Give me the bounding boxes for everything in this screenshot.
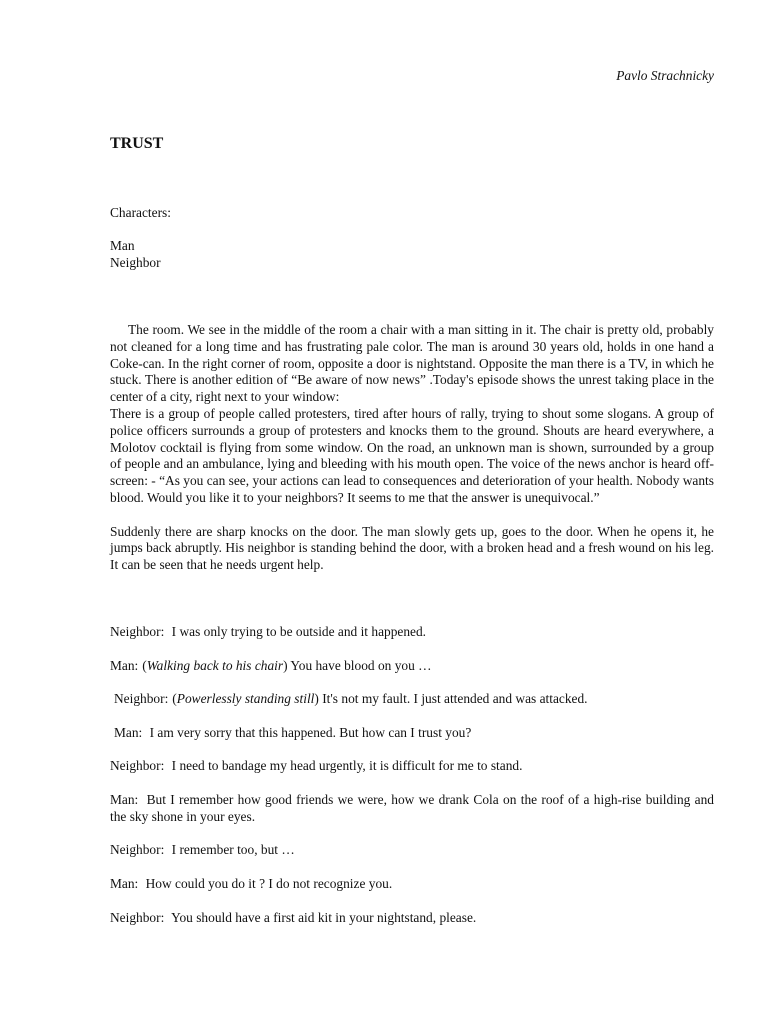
line-text: You have blood on you … [290,657,432,673]
line-text: It's not my fault. I just attended and was attacked. [322,691,588,707]
speaker: Neighbor: [110,842,165,858]
speaker: Man: [110,791,139,807]
character-neighbor: Neighbor [110,254,161,270]
dialogue-line [110,876,714,893]
scene-paragraph-3: Suddenly there are sharp knocks on the door. The man slowly gets up, goes to the door. When he opens it, he jumps back abruptly. His neighbor is standing behind the door, with a broken head and a fresh wound on his leg. It can be seen that he needs urgent help. [110,523,714,573]
character-man: Man [110,238,135,253]
line-text: But I remember how good friends we were, how we drank Cola on the roof of a high-rise building and the sky shone in your eyes. [110,791,714,824]
scene-paragraph-1: The room. We see in the middle of the room a chair with a man sitting in it. The chair is pretty old, probably not cleaned for a long time and has frustrating pale color. The man is around 30 years old, holds in one hand a Coke-can. In the right corner of room, opposite a door is nightstand. Opposite the man there is a TV, in which he stuck. There is another edition of “Be aware of now news” .Today's episode shows the unrest taking place in the center of a city, right next to your window: [110,322,714,405]
scene-description [110,322,714,574]
characters-heading: Characters: [110,205,171,220]
dialogue-line [110,758,714,775]
line-text: I was only trying to be outside and it happened. [171,624,427,639]
line-text: I remember too, but … [171,842,295,858]
line-text: You should have a first aid kit in your nightstand, please. [171,909,477,925]
line-text: I am very sorry that this happened. But how can I trust you? [149,724,472,740]
character-list [110,238,161,272]
author-name: Pavlo Strachnicky [616,68,714,83]
stage-direction: Powerlessly standing still [176,691,315,707]
dialogue-line [110,842,714,859]
speaker: Neighbor: [110,758,165,774]
dialogue-line: Neighbor: (Powerlessly standing still) It's not my fault. I just attended and was attacked. [114,691,588,707]
stage-direction: Walking back to his chair [146,657,284,673]
speaker: Neighbor: [110,624,165,639]
speaker: Neighbor: [110,909,165,925]
dialogue-line [110,725,714,742]
speaker: Neighbor: [114,691,169,707]
speaker: Man: [114,724,143,740]
speaker: Man: [110,657,139,673]
dialogue-line [110,624,714,641]
play-title: TRUST [110,135,164,152]
dialogue-line [110,910,714,927]
line-text: How could you do it ? I do not recognize you. [145,875,393,891]
dialogue-line [110,792,714,826]
line-text: I need to bandage my head urgently, it is difficult for me to stand. [171,758,523,774]
scene-paragraph-2: There is a group of people called protesters, tired after hours of rally, trying to shout some slogans. A group of police officers surrounds a group of protesters and knocks them to the ground. Shouts are heard everywhere, a Molotov cocktail is flying from some window. On the road, an unknown man is shown, surrounded by a group of people and an ambulance, lying and bleeding with his mouth open. The voice of the news anchor is heard off-screen: - “As you can see, your actions can lead to consequences and deterioration of your health. Nobody wants blood. Would you like it to your neighbors? It seems to me that the answer is unequivocal.” [110,405,714,505]
speaker: Man: [110,875,139,891]
dialogue-line: Man: (Walking back to his chair) You have blood on you … [110,657,432,673]
dialogue [110,624,714,943]
